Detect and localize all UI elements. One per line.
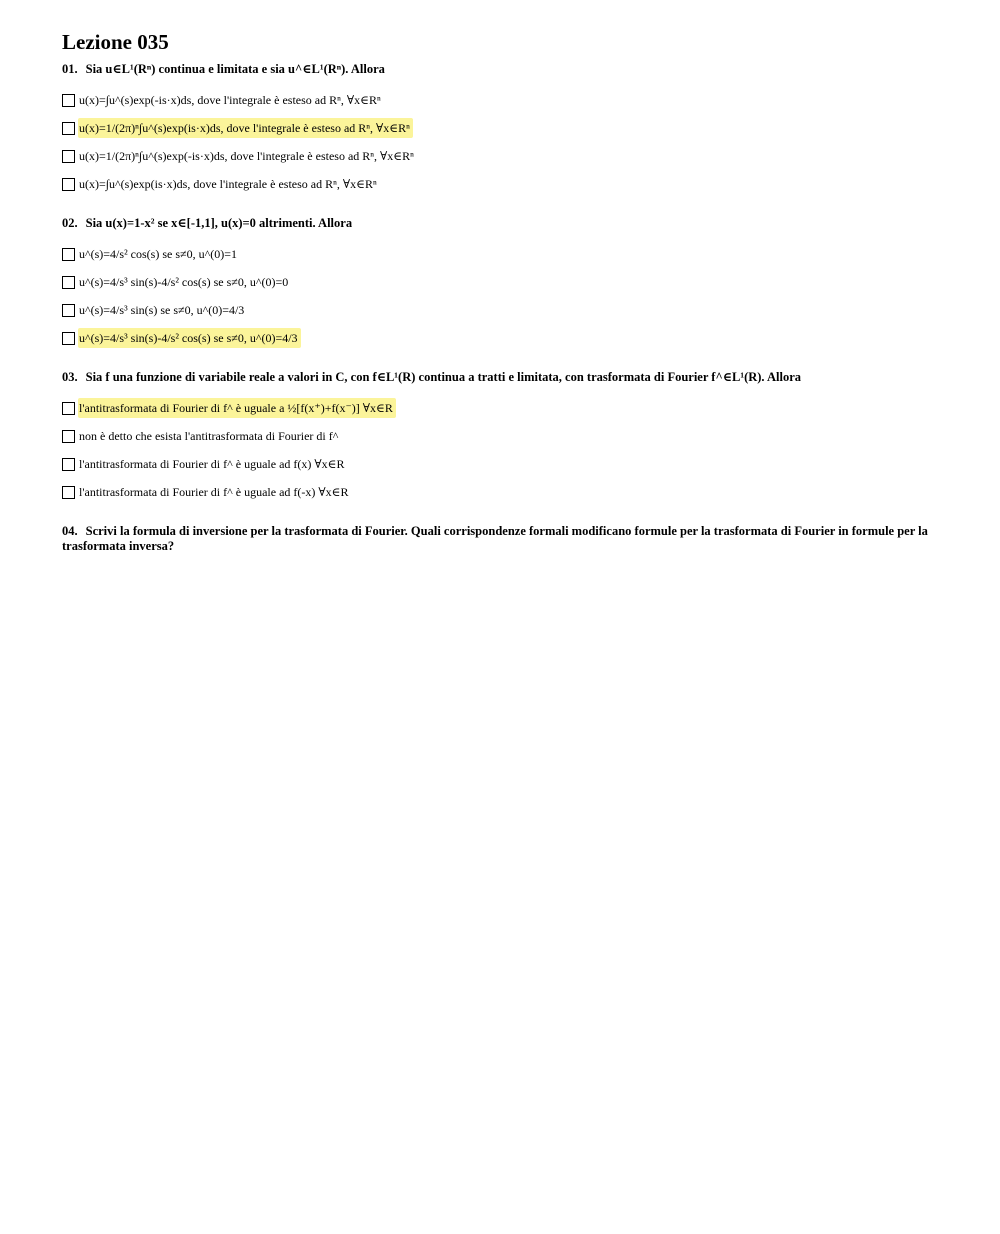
answer-text-highlighted: u^(s)=4/s³ sin(s)-4/s² cos(s) se s≠0, u^(0)=4/3 <box>78 328 301 348</box>
question-02 <box>62 216 938 352</box>
answer-checkbox[interactable] <box>62 458 75 471</box>
question-text: Scrivi la formula di inversione per la trasformata di Fourier. Quali corrispondenze formali modificano formule per la trasformata di Fourier in formule per la trasformata inversa? <box>62 524 928 553</box>
answer-text-highlighted: l'antitrasformata di Fourier di f^ è uguale a ½[f(x⁺)+f(x⁻)] ∀x∈R <box>78 398 396 418</box>
question-04 <box>62 524 938 554</box>
question-header <box>62 524 938 554</box>
question-text: Sia u∈L¹(Rⁿ) continua e limitata e sia u^∈L¹(Rⁿ). Allora <box>85 62 385 76</box>
answer-text: l'antitrasformata di Fourier di f^ è uguale ad f(-x) ∀x∈R <box>79 485 349 499</box>
question-text: Sia u(x)=1-x² se x∈[-1,1], u(x)=0 altrimenti. Allora <box>85 216 353 230</box>
answer-text: non è detto che esista l'antitrasformata di Fourier di f^ <box>79 429 339 443</box>
answer-option[interactable] <box>62 170 938 198</box>
answer-option[interactable] <box>62 422 938 450</box>
question-01 <box>62 62 938 198</box>
answer-text-highlighted: u(x)=1/(2π)ⁿ∫u^(s)exp(is·x)ds, dove l'integrale è esteso ad Rⁿ, ∀x∈Rⁿ <box>78 118 413 138</box>
answer-text: u(x)=∫u^(s)exp(is·x)ds, dove l'integrale è esteso ad Rⁿ, ∀x∈Rⁿ <box>79 177 377 191</box>
question-number: 04. <box>62 524 78 538</box>
answer-checkbox[interactable] <box>62 304 75 317</box>
document-page <box>62 30 938 572</box>
answer-option[interactable] <box>62 268 938 296</box>
answer-option[interactable] <box>62 142 938 170</box>
answer-option[interactable] <box>62 296 938 324</box>
answer-checkbox[interactable] <box>62 332 75 345</box>
answer-text: u(x)=1/(2π)ⁿ∫u^(s)exp(-is·x)ds, dove l'integrale è esteso ad Rⁿ, ∀x∈Rⁿ <box>79 149 414 163</box>
answer-checkbox[interactable] <box>62 248 75 261</box>
answer-text: l'antitrasformata di Fourier di f^ è uguale ad f(x) ∀x∈R <box>79 457 345 471</box>
answer-checkbox[interactable] <box>62 486 75 499</box>
question-text: Sia f una funzione di variabile reale a valori in C, con f∈L¹(R) continua a tratti e limitata, con trasformata di Fourier f^∈L¹(R). Allora <box>85 370 801 384</box>
question-header <box>62 370 938 385</box>
answer-checkbox[interactable] <box>62 430 75 443</box>
question-03 <box>62 370 938 506</box>
question-header <box>62 62 938 77</box>
answer-option[interactable] <box>62 114 938 142</box>
answer-option[interactable] <box>62 86 938 114</box>
answer-checkbox[interactable] <box>62 276 75 289</box>
page-title: Lezione 035 <box>62 30 169 54</box>
answer-checkbox[interactable] <box>62 150 75 163</box>
answer-checkbox[interactable] <box>62 402 75 415</box>
answer-option[interactable] <box>62 240 938 268</box>
answer-checkbox[interactable] <box>62 122 75 135</box>
question-number: 03. <box>62 370 78 384</box>
answer-text: u^(s)=4/s³ sin(s)-4/s² cos(s) se s≠0, u^(0)=0 <box>79 275 289 289</box>
answer-text: u^(s)=4/s² cos(s) se s≠0, u^(0)=1 <box>79 247 237 261</box>
question-number: 02. <box>62 216 78 230</box>
question-header <box>62 216 938 231</box>
question-number: 01. <box>62 62 78 76</box>
answer-option[interactable] <box>62 324 938 352</box>
answer-option[interactable] <box>62 450 938 478</box>
answer-checkbox[interactable] <box>62 178 75 191</box>
answer-option[interactable] <box>62 394 938 422</box>
answer-text: u^(s)=4/s³ sin(s) se s≠0, u^(0)=4/3 <box>79 303 245 317</box>
answer-text: u(x)=∫u^(s)exp(-is·x)ds, dove l'integrale è esteso ad Rⁿ, ∀x∈Rⁿ <box>79 93 381 107</box>
answer-checkbox[interactable] <box>62 94 75 107</box>
answer-option[interactable] <box>62 478 938 506</box>
